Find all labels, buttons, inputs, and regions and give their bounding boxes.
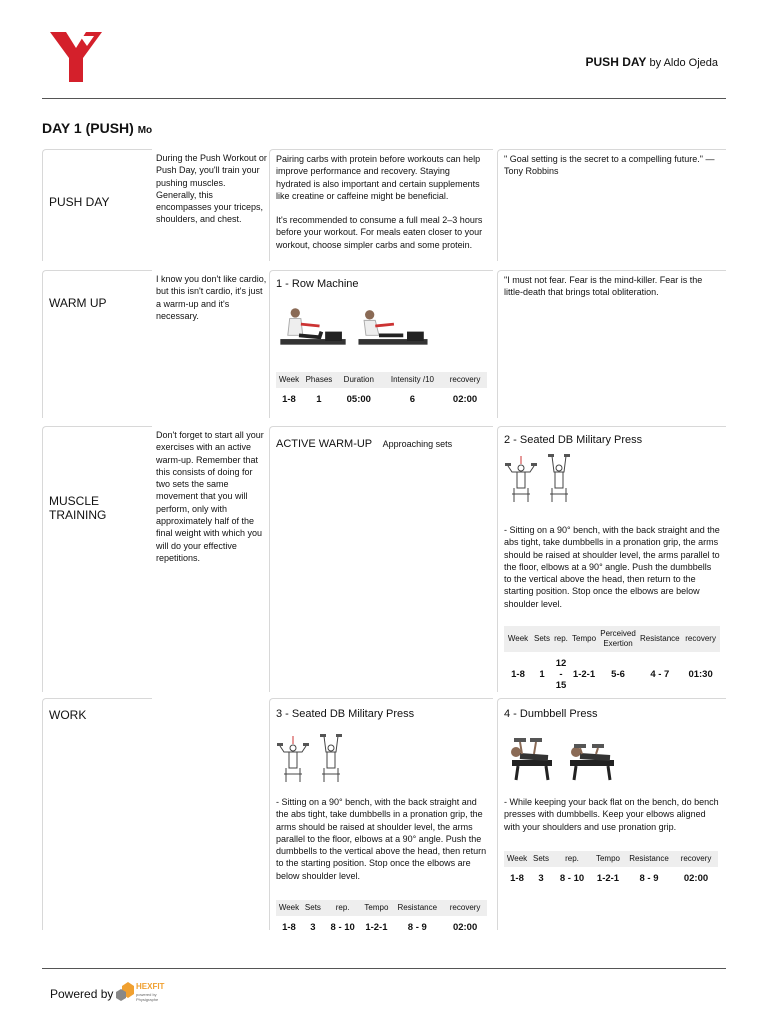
- warm-up-label-cell: [42, 270, 152, 418]
- dumbbell-press-start-image: [504, 728, 558, 784]
- table-cell: 1-2-1: [572, 669, 596, 681]
- table-cell: 5-6: [611, 669, 625, 681]
- table-header: Tempo: [570, 626, 598, 652]
- exercise-title: 1 - Row Machine: [276, 278, 359, 290]
- seated-press-exercise: [497, 426, 726, 692]
- active-warm-up-cell: [269, 426, 493, 692]
- dumbbell-press-end-image: [562, 728, 620, 784]
- row-machine-image: [276, 298, 350, 354]
- table-cell: 01:30: [688, 669, 713, 681]
- exercise-title: 2 - Seated DB Military Press: [504, 434, 643, 446]
- table-header: Week: [504, 626, 532, 652]
- muscle-training-row: [42, 426, 726, 692]
- active-warm-up-title: ACTIVE WARM-UP: [276, 438, 373, 450]
- table-cell: 3: [310, 922, 316, 934]
- warm-up-note: I know you don't like cardio, but this isn't cardio, it's just a warm-up and it's necessary.: [156, 274, 267, 321]
- table-header: rep.: [552, 626, 570, 652]
- muscle-training-note: Don't forget to start all your exercises with an active warm-up. Remember that this consists of doing for two sets the same movement that you will perform, only with approximately half of the final weight with which you will do your effective repetitions.: [156, 430, 264, 563]
- warm-up-row: [42, 270, 726, 418]
- table-header: Week: [504, 851, 530, 867]
- table-header: recovery: [443, 372, 487, 388]
- quote-text: " Goal setting is the secret to a compelling future." — Tony Robbins: [504, 154, 715, 177]
- table-header: Week: [276, 372, 302, 388]
- hexfit-subtext: powered by Physigraphe: [136, 992, 159, 1002]
- table-header: Sets: [532, 626, 552, 652]
- dumbbell-press-table: [504, 851, 718, 890]
- table-header: Week: [276, 900, 302, 916]
- table-cell: 1-8: [511, 669, 525, 681]
- seated-press-work-exercise: [269, 698, 493, 934]
- quote-text: "I must not fear. Fear is the mind-killer. Fear is the little-death that brings total obliteration.: [504, 275, 703, 298]
- table-cell: 1-8: [282, 394, 296, 405]
- exercise-description: - Sitting on a 90° bench, with the back straight and the abs tight, take dumbbells in a pronation grip, the arms should be raised at shoulder level, the arms parallel to the floor, elbows at a 90° angle. Push the dumbbells to the vertical above the head, then return to the starting position. Stop once the elbows are below shoulder level.: [504, 525, 720, 609]
- powered-by-text: Powered by: [50, 987, 114, 1001]
- table-cell: 1: [316, 394, 322, 405]
- table-cell: 1-8: [510, 872, 524, 884]
- table-cell: 12 - 15: [555, 658, 567, 692]
- table-header: rep.: [552, 851, 592, 867]
- exercise-description: - While keeping your back flat on the bench, do bench presses with dumbbells. Keep your elbows aligned with your shoulders and use pronation grip.: [504, 797, 719, 832]
- table-cell: 6: [409, 394, 416, 405]
- push-day-row: [42, 149, 726, 261]
- seated-press-top-image: [314, 732, 348, 788]
- ymca-logo: [50, 30, 102, 82]
- table-cell: 3: [538, 872, 544, 884]
- row-machine-image: [354, 298, 432, 354]
- quote-cell: [497, 149, 726, 261]
- exercise-description: - Sitting on a 90° bench, with the back straight and the abs tight, take dumbbells in a pronation grip, the arms should be raised at shoulder level, the arms parallel to the floor, elbows at a 90° angle. Push the dumbbells to the vertical above the head, then return to the starting position. Stop once the elbows are below shoulder level.: [276, 797, 487, 881]
- push-day-note: During the Push Workout or Push Day, you'll train your pushing muscles. Generally, this encompasses your triceps, shoulders, and chest.: [156, 153, 267, 225]
- row-label: MUSCLE TRAINING: [49, 494, 107, 522]
- table-header: Duration: [336, 372, 382, 388]
- table-header: Sets: [302, 900, 324, 916]
- table-header: recovery: [443, 900, 487, 916]
- table-cell: 1-8: [282, 922, 296, 934]
- exercise-title: 4 - Dumbbell Press: [504, 708, 598, 720]
- muscle-training-table: [504, 626, 720, 697]
- table-header: Resistance: [391, 900, 443, 916]
- table-cell: 8 - 9: [407, 922, 427, 934]
- work-label-cell: [42, 698, 152, 930]
- nutrition-paragraph-1: Pairing carbs with protein before workouts can help improve performance and recovery. Staying hydrated is also important and certain supplements like creatine or caffeine might be beneficial.: [276, 154, 481, 201]
- table-cell: 02:00: [452, 922, 478, 934]
- work-row: [42, 698, 726, 934]
- table-cell: 8 - 10: [330, 922, 355, 934]
- seated-press-top-image: [542, 452, 576, 508]
- seated-press-start-image: [276, 732, 310, 788]
- header-divider: [42, 98, 726, 99]
- exercise-title: 3 - Seated DB Military Press: [276, 708, 415, 720]
- table-cell: 8 - 9: [639, 872, 659, 884]
- quote-cell: [497, 270, 726, 418]
- table-cell: 1-2-1: [365, 922, 388, 934]
- hexfit-logo: [116, 978, 176, 1004]
- muscle-training-label-cell: [42, 426, 152, 692]
- nutrition-paragraph-2: It's recommended to consume a full meal 2–3 hours before your workout. For meals eaten closer to your workout, choose simpler carbs and some protein.: [276, 215, 483, 250]
- footer-divider: [42, 968, 726, 969]
- table-cell: 1: [539, 669, 545, 681]
- nutrition-tips: [269, 149, 493, 261]
- table-header: Resistance: [624, 851, 674, 867]
- table-header: Phases: [302, 372, 336, 388]
- table-cell: 05:00: [346, 394, 371, 405]
- table-header: Tempo: [592, 851, 624, 867]
- table-cell: 8 - 10: [559, 872, 585, 884]
- warm-up-table: [276, 372, 487, 411]
- row-label: WORK: [49, 708, 87, 722]
- header-title: PUSH DAY by Aldo Ojeda: [585, 55, 718, 69]
- row-machine-exercise: [269, 270, 493, 418]
- table-header: recovery: [674, 851, 718, 867]
- hexfit-wordmark: HEXFIT: [136, 982, 165, 991]
- dumbbell-press-exercise: [497, 698, 726, 930]
- row-label: PUSH DAY: [49, 195, 110, 209]
- table-header: Tempo: [361, 900, 391, 916]
- table-header: recovery: [682, 626, 720, 652]
- table-header: Perceived Exertion: [598, 626, 638, 652]
- row-label: WARM UP: [49, 296, 107, 310]
- table-header: Sets: [530, 851, 552, 867]
- table-cell: 4 - 7: [650, 669, 670, 681]
- seated-press-start-image: [504, 452, 538, 508]
- seated-press-work-table: [276, 900, 487, 939]
- table-header: rep.: [324, 900, 362, 916]
- table-header: Resistance: [638, 626, 682, 652]
- table-header: Intensity /10: [382, 372, 443, 388]
- active-warm-up-subtitle: Approaching sets: [382, 439, 453, 449]
- table-cell: 1-2-1: [596, 872, 620, 884]
- table-cell: 02:00: [683, 872, 709, 884]
- day-title: DAY 1 (PUSH) Mo: [42, 120, 153, 136]
- push-day-label-cell: [42, 149, 152, 261]
- table-cell: 02:00: [452, 394, 478, 405]
